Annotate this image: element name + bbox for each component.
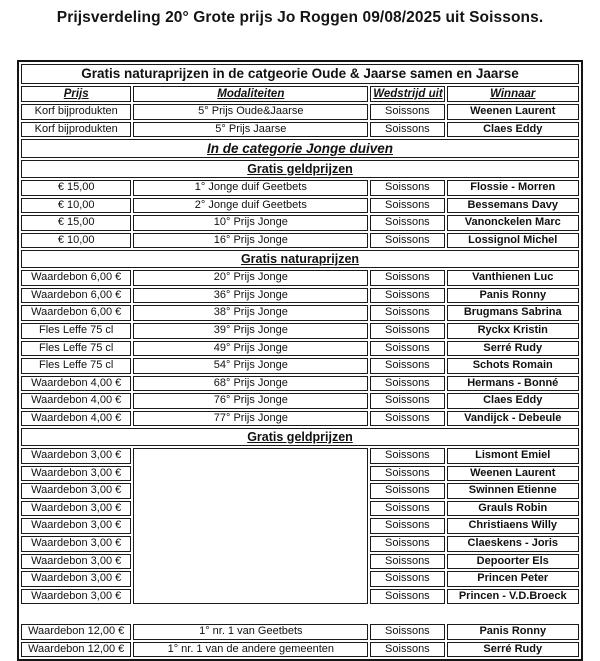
cell-winnaar: Lismont Emiel — [447, 448, 580, 464]
table-row — [21, 270, 579, 286]
cell-wedstrijd: Soissons — [370, 411, 444, 427]
cell-modaliteiten: 2° Jonge duif Geetbets — [133, 198, 368, 214]
table-row — [21, 624, 579, 640]
cell-prijs: Waardebon 4,00 € — [21, 376, 131, 392]
table-row — [21, 139, 579, 158]
cell-wedstrijd: Soissons — [370, 305, 444, 321]
cell-wedstrijd: Soissons — [370, 180, 444, 196]
table-row — [21, 606, 579, 622]
cell-prijs: Waardebon 3,00 € — [21, 554, 131, 570]
section-header: In de categorie Jonge duiven — [21, 139, 579, 158]
cell-modaliteiten: 1° nr. 1 van de andere gemeenten — [133, 642, 368, 658]
cell-winnaar: Claeskens - Joris — [447, 536, 580, 552]
cell-winnaar: Lossignol Michel — [447, 233, 580, 249]
cell-wedstrijd: Soissons — [370, 358, 444, 374]
cell-prijs: Fles Leffe 75 cl — [21, 358, 131, 374]
cell-prijs: Waardebon 4,00 € — [21, 411, 131, 427]
cell-prijs: Waardebon 6,00 € — [21, 270, 131, 286]
cell-modaliteiten: 20° Prijs Jonge — [133, 270, 368, 286]
cell-winnaar: Depoorter Els — [447, 554, 580, 570]
cell-winnaar: Brugmans Sabrina — [447, 305, 580, 321]
table-row — [21, 198, 579, 214]
cell-prijs: Korf bijprodukten — [21, 104, 131, 120]
cell-winnaar: Bessemans Davy — [447, 198, 580, 214]
table-row — [21, 122, 579, 138]
cell-prijs: Waardebon 3,00 € — [21, 501, 131, 517]
table-row — [21, 358, 579, 374]
cell-prijs: Fles Leffe 75 cl — [21, 341, 131, 357]
table-row — [21, 233, 579, 249]
table-row — [21, 393, 579, 409]
cell-prijs: Waardebon 3,00 € — [21, 466, 131, 482]
section-header: Gratis geldprijzen — [21, 428, 579, 446]
table-row — [21, 411, 579, 427]
cell-wedstrijd: Soissons — [370, 483, 444, 499]
cell-winnaar: Claes Eddy — [447, 393, 580, 409]
cell-modaliteiten: 5° Prijs Jaarse — [133, 122, 368, 138]
cell-modaliteiten: 16° Prijs Jonge — [133, 233, 368, 249]
cell-prijs: Waardebon 3,00 € — [21, 589, 131, 605]
cell-winnaar: Weenen Laurent — [447, 466, 580, 482]
cell-modaliteiten: 5° Prijs Oude&Jaarse — [133, 104, 368, 120]
table-row — [21, 215, 579, 231]
column-header: Wedstrijd uit — [370, 86, 444, 102]
cell-winnaar: Vanonckelen Marc — [447, 215, 580, 231]
cell-wedstrijd: Soissons — [370, 589, 444, 605]
section-header: Gratis naturaprijzen — [21, 250, 579, 268]
cell-prijs: Fles Leffe 75 cl — [21, 323, 131, 339]
table-row — [21, 323, 579, 339]
cell-modaliteiten: 77° Prijs Jonge — [133, 411, 368, 427]
page-title: Prijsverdeling 20° Grote prijs Jo Roggen 09/08/2025 uit Soissons. — [56, 9, 544, 26]
cell-wedstrijd: Soissons — [370, 233, 444, 249]
table-row — [21, 64, 579, 84]
cell-winnaar: Grauls Robin — [447, 501, 580, 517]
cell-winnaar: Princen - V.D.Broeck — [447, 589, 580, 605]
cell-prijs: Waardebon 3,00 € — [21, 571, 131, 587]
cell-wedstrijd: Soissons — [370, 104, 444, 120]
cell-prijs: Waardebon 6,00 € — [21, 288, 131, 304]
cell-winnaar: Claes Eddy — [447, 122, 580, 138]
cell-winnaar: Schots Romain — [447, 358, 580, 374]
cell-prijs: Waardebon 3,00 € — [21, 483, 131, 499]
table-row — [21, 86, 579, 102]
cell-wedstrijd: Soissons — [370, 624, 444, 640]
table-row — [21, 288, 579, 304]
cell-wedstrijd: Soissons — [370, 518, 444, 534]
cell-prijs: Waardebon 6,00 € — [21, 305, 131, 321]
cell-wedstrijd: Soissons — [370, 554, 444, 570]
cell-winnaar: Serré Rudy — [447, 341, 580, 357]
cell-modaliteiten: 1° nr. 1 van Geetbets — [133, 624, 368, 640]
cell-winnaar: Panis Ronny — [447, 624, 580, 640]
cell-wedstrijd: Soissons — [370, 122, 444, 138]
cell-wedstrijd: Soissons — [370, 536, 444, 552]
cell-winnaar: Hermans - Bonné — [447, 376, 580, 392]
cell-wedstrijd: Soissons — [370, 288, 444, 304]
cell-modaliteiten: 68° Prijs Jonge — [133, 376, 368, 392]
table-row — [21, 104, 579, 120]
cell-winnaar: Christiaens Willy — [447, 518, 580, 534]
column-header: Prijs — [21, 86, 131, 102]
cell-winnaar: Weenen Laurent — [447, 104, 580, 120]
table-row — [21, 376, 579, 392]
cell-prijs: Waardebon 3,00 € — [21, 536, 131, 552]
cell-modaliteiten: 76° Prijs Jonge — [133, 393, 368, 409]
cell-winnaar: Princen Peter — [447, 571, 580, 587]
cell-wedstrijd: Soissons — [370, 642, 444, 658]
cell-prijs: € 10,00 — [21, 233, 131, 249]
cell-winnaar: Ryckx Kristin — [447, 323, 580, 339]
cell-modaliteiten: 54° Prijs Jonge — [133, 358, 368, 374]
cell-modaliteiten: 10° Prijs Jonge — [133, 215, 368, 231]
cell-wedstrijd: Soissons — [370, 393, 444, 409]
cell-wedstrijd: Soissons — [370, 376, 444, 392]
cell-prijs: € 10,00 — [21, 198, 131, 214]
cell-winnaar: Swinnen Etienne — [447, 483, 580, 499]
cell-modaliteiten: 36° Prijs Jonge — [133, 288, 368, 304]
cell-prijs: Waardebon 12,00 € — [21, 642, 131, 658]
cell-modaliteiten: 38° Prijs Jonge — [133, 305, 368, 321]
cell-prijs: € 15,00 — [21, 180, 131, 196]
table-row — [21, 305, 579, 321]
table-row — [21, 642, 579, 658]
cell-winnaar: Serré Rudy — [447, 642, 580, 658]
cell-prijs: Waardebon 3,00 € — [21, 518, 131, 534]
cell-winnaar: Panis Ronny — [447, 288, 580, 304]
prize-table — [17, 60, 583, 661]
cell-prijs: Korf bijprodukten — [21, 122, 131, 138]
cell-prijs: € 15,00 — [21, 215, 131, 231]
column-header: Winnaar — [447, 86, 580, 102]
cell-wedstrijd: Soissons — [370, 571, 444, 587]
cell-prijs: Waardebon 3,00 € — [21, 448, 131, 464]
table-row — [21, 180, 579, 196]
section-header: Gratis naturaprijzen in de catgeorie Oude & Jaarse samen en Jaarse — [21, 64, 579, 84]
cell-wedstrijd: Soissons — [370, 448, 444, 464]
column-header: Modaliteiten — [133, 86, 368, 102]
cell-wedstrijd: Soissons — [370, 323, 444, 339]
spacer-cell — [21, 606, 579, 622]
table-row — [21, 428, 579, 446]
table-row — [21, 448, 579, 464]
cell-wedstrijd: Soissons — [370, 215, 444, 231]
cell-winnaar: Vanthienen Luc — [447, 270, 580, 286]
cell-modaliteiten: 49° Prijs Jonge — [133, 341, 368, 357]
cell-modaliteiten: 39° Prijs Jonge — [133, 323, 368, 339]
table-row — [21, 160, 579, 178]
section-header: Gratis geldprijzen — [21, 160, 579, 178]
cell-wedstrijd: Soissons — [370, 501, 444, 517]
cell-wedstrijd: Soissons — [370, 466, 444, 482]
cell-wedstrijd: Soissons — [370, 341, 444, 357]
table-row — [21, 341, 579, 357]
cell-wedstrijd: Soissons — [370, 198, 444, 214]
cell-prijs: Waardebon 12,00 € — [21, 624, 131, 640]
cell-modaliteiten: 1° Jonge duif Geetbets — [133, 180, 368, 196]
cell-winnaar: Vandijck - Debeule — [447, 411, 580, 427]
cell-wedstrijd: Soissons — [370, 270, 444, 286]
table-row — [21, 250, 579, 268]
cell-prijs: Waardebon 4,00 € — [21, 393, 131, 409]
cell-winnaar: Flossie - Morren — [447, 180, 580, 196]
cell-modaliteiten-merged — [133, 448, 368, 604]
